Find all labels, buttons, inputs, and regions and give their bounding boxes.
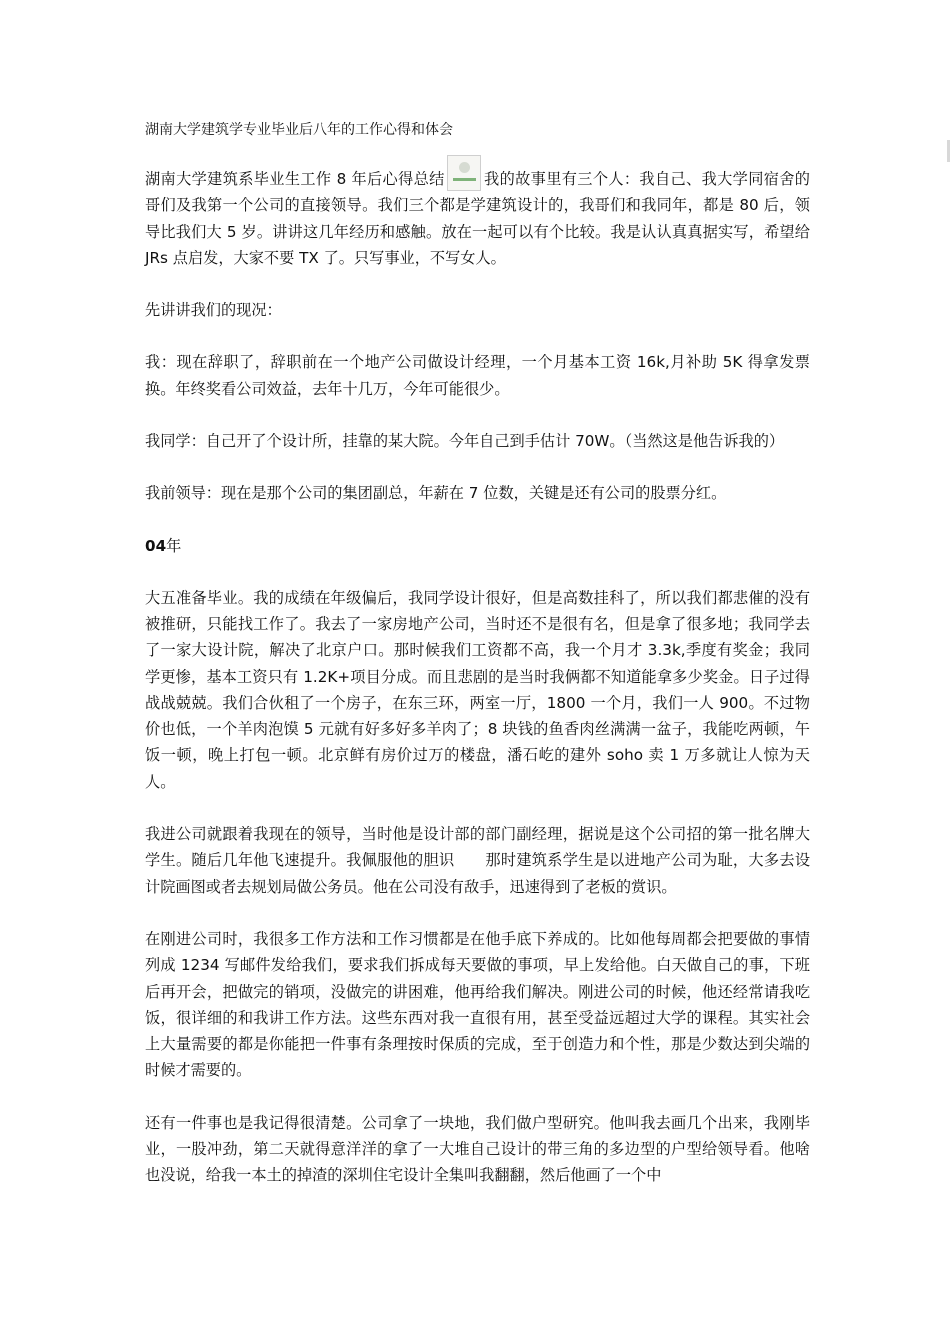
- status-intro: 先讲讲我们的现况：: [145, 301, 282, 320]
- spacer: [145, 559, 810, 585]
- body-paragraph-3: 在刚进公司时，我很多工作方法和工作习惯都是在他手底下养成的。比如他每周都会把要做的事情列成 1234 写邮件发给我们，要求我们拆成每天要做的事项，早上发给他。白天做自己的事，下班后再开会，把做完的销项，没做完的讲困难，他再给我们解决。刚进公司的时候，他还经常请我吃饭，很详细的和我讲工作方法。这些东西对我一直很有用，甚至受益远超过大学的课程。其实社会上大量需要的都是你能把一件事有条理按时保质的完成，至于创造力和个性，那是少数达到尖端的时候才需要的。: [145, 929, 810, 1080]
- status-boss-paragraph: 我前领导：现在是那个公司的集团副总，年薪在 7 位数，关键是还有公司的股票分红。: [145, 484, 727, 503]
- spacer: [145, 1084, 810, 1110]
- year-suffix: 年: [166, 536, 182, 555]
- spacer: [145, 142, 810, 155]
- body-paragraph-2: 我进公司就跟着我现在的领导，当时他是设计部的部门副经理，据说是这个公司招的第一批名牌大学生。随后几年他飞速提升。我佩服他的胆识 那时建筑系学生是以进地产公司为耻，大多去设计院画图或者去规划局做公务员。他在公司没有敌手，迅速得到了老板的赏识。: [145, 825, 810, 896]
- year-heading: [145, 533, 810, 559]
- status-me-paragraph: 我：现在辞职了，辞职前在一个地产公司做设计经理，一个月基本工资 16k,月补助 5K 得拿发票换。年终奖看公司效益，去年十几万，今年可能很少。: [145, 353, 810, 398]
- body-paragraph-4: 还有一件事也是我记得很清楚。公司拿了一块地，我们做户型研究。他叫我去画几个出来，我刚毕业，一股冲劲，第二天就得意洋洋的拿了一大堆自己设计的带三角的多边型的户型给领导看。他啥也没说，给我一本土的掉渣的深圳住宅设计全集叫我翻翻，然后他画了一个中: [145, 1113, 810, 1185]
- spacer: [145, 402, 810, 428]
- spacer: [145, 900, 810, 926]
- intro-text-after-image: 我的故事里有三个人：我自己、我大学同宿舍的哥们及我第一个公司的直接领导。我们三个都是学建筑设计的，我哥们和我同年，都是 80 后，领导比我们大 5 岁。讲讲这几年经历和感触。放在一起可以有个比较。我是认认真真据实写，希望给 JRs 点启发，大家不要 TX 了。只写事业，不写女人。: [145, 170, 810, 267]
- spacer: [145, 507, 810, 533]
- embedded-thumbnail-image: [447, 155, 481, 191]
- spacer: [145, 795, 810, 821]
- document-body: [145, 118, 810, 1189]
- status-classmate-paragraph: 我同学：自己开了个设计所，挂靠的某大院。今年自己到手估计 70W。（当然这是他告诉我的）: [145, 432, 785, 451]
- thumbnail-logo-shape: [459, 162, 470, 173]
- spacer: [145, 323, 810, 349]
- spacer: [145, 454, 810, 480]
- spacer: [145, 271, 810, 297]
- body-paragraph-1: 大五准备毕业。我的成绩在年级偏后，我同学设计很好，但是高数挂科了，所以我们都悲催的没有被推研，只能找工作了。我去了一家房地产公司，当时还不是很有名，但是拿了很多地；我同学去了一家大设计院，解决了北京户口。那时候我们工资都不高，我一个月才 3.3k,季度有奖金；我同学更惨，基本工资只有 1.2K+项目分成。而且悲剧的是当时我俩都不知道能拿多少奖金。日子过得战战兢兢。我们合伙租了一个房子，在东三环，两室一厅，1800 一个月，我们一人 900。不过物价也低，一个羊肉泡馍 5 元就有好多好多羊肉了；8 块钱的鱼香肉丝满满一盆子，我能吃两顿，午饭一顿，晚上打包一顿。北京鲜有房价过万的楼盘，潘石屹的建外 soho 卖 1 万多就让人惊为天人。: [145, 588, 810, 791]
- intro-text-before-image: 湖南大学建筑系毕业生工作 8 年后心得总结: [145, 170, 445, 188]
- intro-paragraph: [145, 155, 810, 271]
- thumbnail-caption-bar: [453, 178, 476, 181]
- document-title: 湖南大学建筑学专业毕业后八年的工作心得和体会: [145, 122, 453, 138]
- year-number: 04: [145, 536, 167, 555]
